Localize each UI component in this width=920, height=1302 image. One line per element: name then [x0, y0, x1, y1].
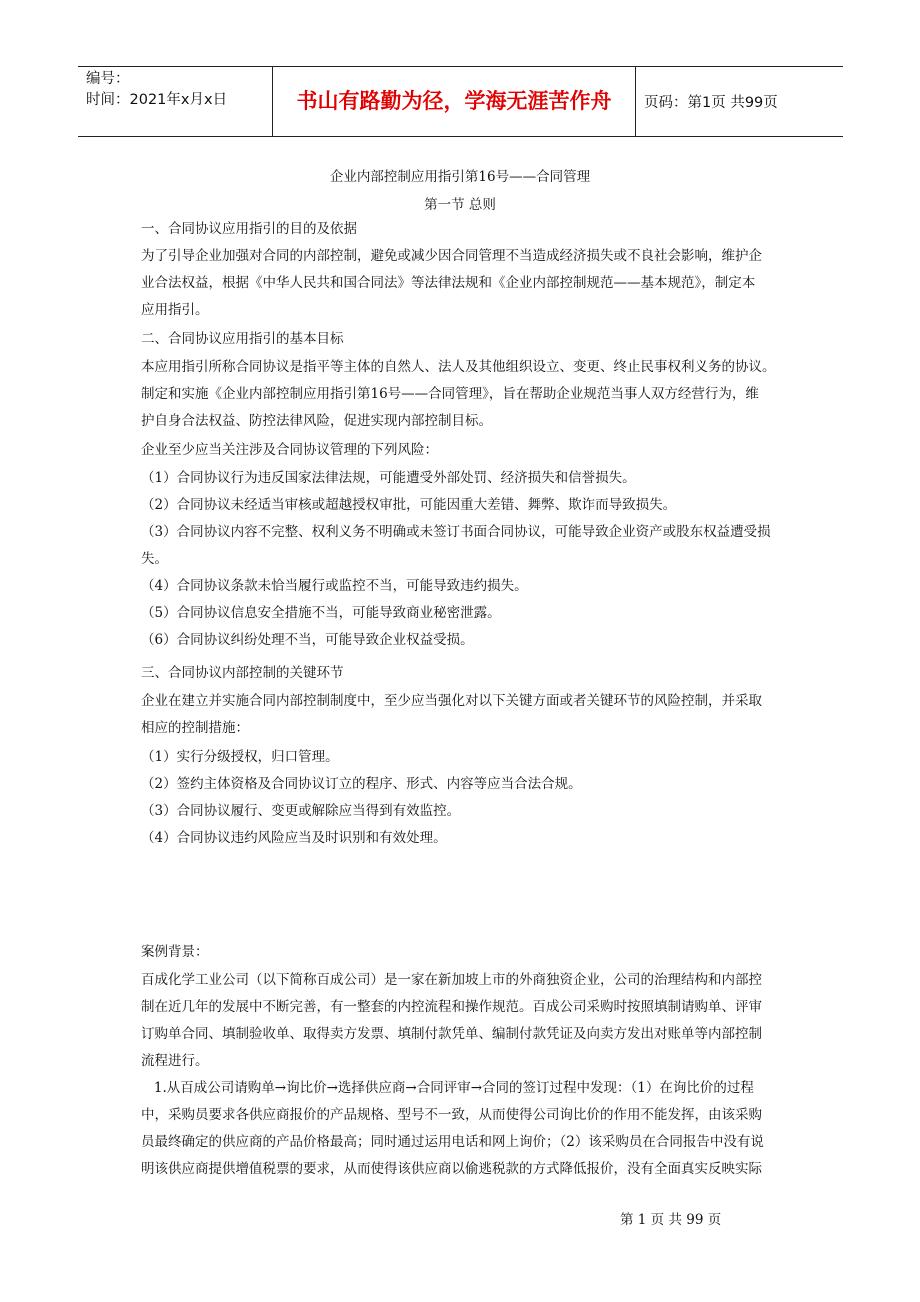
- s2-paragraph: [141, 354, 791, 435]
- list-item: （3）合同协议履行、变更或解除应当得到有效监控。: [141, 803, 461, 819]
- text-line: 为了引导企业加强对合同的内部控制，避免或减少因合同管理不当造成经济损失或不良社会影响，维护企: [141, 248, 762, 264]
- list-item: （2）签约主体资格及合同协议订立的程序、形式、内容等应当合法合规。: [141, 776, 582, 792]
- list-item: （4）合同协议条款未恰当履行或监控不当，可能导致违约损失。: [141, 578, 528, 594]
- text-line: 订购单合同、填制验收单、取得卖方发票、填制付款凭单、编制付款凭证及向卖方发出对账单等内部控制: [141, 1026, 762, 1042]
- text-line: 本应用指引所称合同协议是指平等主体的自然人、法人及其他组织设立、变更、终止民事权利义务的协议。: [141, 359, 776, 375]
- time-label: 时间：2021年x月x日: [86, 92, 228, 108]
- list-item: （3）合同协议内容不完整、权利义务不明确或未签订书面合同协议，可能导致企业资产或股东权益遭受损: [141, 524, 771, 540]
- list-item: （1）实行分级授权，归口管理。: [141, 749, 339, 765]
- list-item: （5）合同协议信息安全措施不当，可能导致商业秘密泄露。: [141, 605, 501, 621]
- case-paragraph-1: [141, 967, 791, 1075]
- text-line: 员最终确定的供应商的产品价格最高；同时通过运用电话和网上询价；（2）该采购员在合同报告中没有说: [141, 1134, 764, 1150]
- text-line: 护自身合法权益、防控法律风险，促进实现内部控制目标。: [141, 413, 492, 429]
- list-item: （2）合同协议未经适当审核或超越授权审批，可能因重大差错、舞弊、欺诈而导致损失。: [141, 497, 677, 513]
- risk-list: [141, 465, 791, 654]
- text-line: 制在近几年的发展中不断完善，有一整套的内控流程和操作规范。百成公司采购时按照填制请购单、评审: [141, 999, 762, 1015]
- page-label: 页码：第1页 共99页: [644, 95, 778, 111]
- text-line: 中，采购员要求各供应商报价的产品规格、型号不一致，从而使得公司询比价的作用不能发挥，由该采购: [141, 1107, 762, 1123]
- page-header: [78, 66, 843, 137]
- text-line: 企业在建立并实施合同内部控制制度中，至少应当强化对以下关键方面或者关键环节的风险控制，并采取: [141, 693, 762, 709]
- section-title: 第一节 总则: [424, 197, 496, 213]
- text-line: 1.从百成公司请购单→询比价→选择供应商→合同评审→合同的签订过程中发现：（1）在询比价的过程: [141, 1080, 754, 1096]
- s3-heading: 三、合同协议内部控制的关键环节: [141, 665, 344, 681]
- motto: 书山有路勤为径，学海无涯苦作舟: [272, 67, 636, 136]
- case-paragraph-2: [141, 1075, 791, 1183]
- s3-paragraph: [141, 688, 791, 742]
- text-line: 明该供应商提供增值税票的要求，从而使得该供应商以偷逃税款的方式降低报价，没有全面真实反映实际: [141, 1161, 762, 1177]
- text-line: 业合法权益，根据《中华人民共和国合同法》等法律法规和《企业内部控制规范——基本规范》，制定本: [141, 275, 756, 291]
- text-line: 流程进行。: [141, 1053, 209, 1069]
- control-list: [141, 744, 791, 852]
- s2-heading: 二、合同协议应用指引的基本目标: [141, 331, 344, 347]
- s1-heading: 一、合同协议应用指引的目的及依据: [141, 221, 357, 237]
- text-line: 制定和实施《企业内部控制应用指引第16号——合同管理》，旨在帮助企业规范当事人双方经营行为，维: [141, 386, 759, 402]
- list-item: （4）合同协议违约风险应当及时识别和有效处理。: [141, 830, 447, 846]
- list-item: （1）合同协议行为违反国家法律法规，可能遭受外部处罚、经济损失和信誉损失。: [141, 470, 636, 486]
- text-line: 百成化学工业公司（以下简称百成公司）是一家在新加坡上市的外商独资企业，公司的治理结构和内部控: [141, 972, 762, 988]
- doc-title: 企业内部控制应用指引第16号——合同管理: [329, 169, 591, 185]
- s1-paragraph: [141, 243, 791, 324]
- text-line: 相应的控制措施：: [141, 720, 249, 736]
- s2-risk-intro: 企业至少应当关注涉及合同协议管理的下列风险：: [141, 442, 438, 458]
- list-item: （6）合同协议纠纷处理不当，可能导致企业权益受损。: [141, 632, 474, 648]
- header-meta: [86, 69, 274, 111]
- list-item: 失。: [141, 551, 168, 567]
- number-label: 编号：: [86, 71, 130, 87]
- text-line: 应用指引。: [141, 302, 209, 318]
- case-heading: 案例背景：: [141, 944, 209, 960]
- page-footer: 第 1 页 共 99 页: [620, 1212, 722, 1228]
